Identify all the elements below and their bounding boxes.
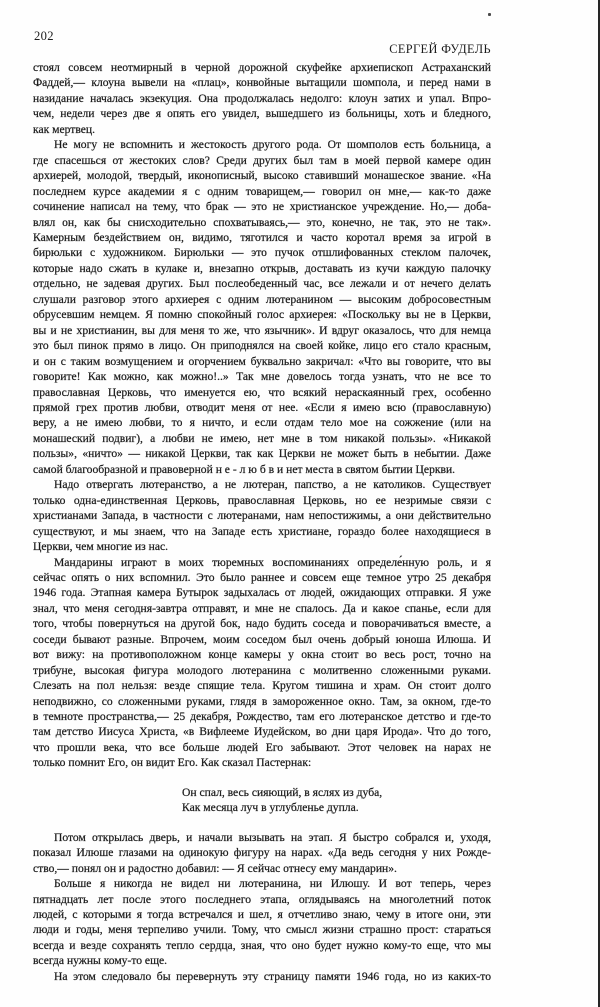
text-line: показал Илюше глазами на одинокую фигуру на нарах. «Да ведь сегодня у них Рожде- <box>33 846 491 860</box>
text-line: сочинение написал на тему, что брак — это не христианское учреждение. Но,— доба- <box>33 200 491 214</box>
scan-speck-artifact <box>488 13 491 16</box>
text-line: 1946 года. Этапная камера Бутырок задыхалась от людей, ожидающих отправки. Я уже <box>33 586 491 600</box>
text-line: которые надо сжать в кулаке и, внезапно открыв, доставать из кучи каждую палочку <box>33 261 491 275</box>
paragraph <box>33 60 491 137</box>
paragraph <box>33 876 491 969</box>
text-line: людей, с которыми я тогда встречался и шел, я отчетливо знаю, чему в итоге они, эти <box>33 908 491 922</box>
text-line: Слезать на пол нельзя: везде спящие тела. Кругом тишина и храм. Он стоит долго <box>33 679 491 693</box>
poem-line: Он спал, весь сияющий, в яслях из дуба, <box>182 785 383 799</box>
poem-block <box>182 785 491 816</box>
text-line: Фаддей,— клоуна вывели на «плац», конвойные вытащили шомпола, и перед нами в <box>33 76 491 90</box>
text-line: бирюльки с художником. Бирюльки — это пучок отшлифованных стеклом палочек, <box>33 246 491 260</box>
text-line: веру, а не имею любви, то я ничто, и если отдам тело мое на сожжение (или на <box>33 416 491 430</box>
text-line: вы и не христианин, вы для меня то же, что язычник». И вдруг оказалось, что для немца <box>33 323 491 337</box>
text-line: вот вижу: на противоположном конце камеры у окна стоит во весь рост, точно на <box>33 648 491 662</box>
page-number: 202 <box>34 29 54 43</box>
text-line: существуют, и мы знаем, что на Западе есть христиане, гораздо более находящиеся в <box>33 524 491 538</box>
poem-line: Как месяца луч в углубленье дупла. <box>182 801 359 815</box>
text-line: христианами Запада, в частности с лютеранами, нам непостижимы, а они действительно <box>33 509 491 523</box>
text-line: стоял совсем неотмирный в черной дорожной скуфейке архиепископ Астраханский <box>33 61 491 74</box>
text-line: самой благообразной и правоверной н е - л ю б в и нет места в святом бытии Церкви. <box>33 462 456 476</box>
text-line: Потом открылась дверь, и начали вызывать на этап. Я быстро собрался и, уходя, <box>54 830 491 844</box>
text-line: пятнадцать лет после этого последнего этапа, оглядываясь на многолетний поток <box>33 892 491 906</box>
text-line: трибуне, высокая фигура молодого лютеранина с молитвенно сложенными руками. <box>33 663 491 677</box>
text-line: пользы», «ничто» — никакой Церкви, так как Церкви не может быть в небытии. Даже <box>33 447 491 461</box>
running-head: СЕРГЕЙ ФУДЕЛЬ <box>389 42 491 56</box>
text-line: влял он, как бы снисходительно спохватываясь,— это, конечно, не так, это не так». <box>33 215 491 229</box>
text-line: Не могу не вспомнить и жестокость другого рода. От шомполов есть больница, а <box>54 138 491 152</box>
text-line: только помнит Его, он видит Его. Как сказал Пастернак: <box>33 756 312 770</box>
text-line: православная Церковь, что именуется ею, что всякий нераскаянный грех, особенно <box>33 385 491 399</box>
text-line: в темноте пространства,— 25 декабря, Рождество, там его лютеранское детство и где-то <box>33 710 491 724</box>
text-line: чем, недели через две я опять его увидел, вышедшего из больницы, хоть и бледного, <box>33 107 491 121</box>
text-line: На этом следовало бы перевернуть эту страницу памяти 1946 года, но из каких-то <box>54 969 491 983</box>
text-line: неподвижно, со сложенными руками, глядя в замороженное окно. Там, за окном, где-то <box>33 694 491 708</box>
text-line: назидание началась экзекуция. Она продолжалась недолго: клоун затих и упал. Впро- <box>33 91 491 105</box>
text-line: только одна-единственная Церковь, православная Церковь, но ее незримые связи с <box>33 493 491 507</box>
paragraph <box>33 830 491 876</box>
paragraph <box>33 969 491 984</box>
text-line: знал, что меня сегодня-завтра отправят, и мне не спалось. Да и какое спанье, если для <box>33 601 491 615</box>
text-line: слушали разговор этого архиерея с одним лютеранином — высоким добросовестным <box>33 292 491 306</box>
text-line: Надо отвергать лютеранство, а не лютеран, папство, а не католиков. Существует <box>54 478 491 492</box>
text-line: сейчас опять о них вспомнил. Это было раннее и совсем еще темное утро 25 декабря <box>33 570 491 584</box>
text-line: Больше я никогда не видел ни лютеранина, ни Илюшу. И вот теперь, через <box>54 877 491 891</box>
text-line: Церкви, чем многие из нас. <box>33 540 169 554</box>
text-line: Мандарины играют в моих тюремных воспоминаниях определе́нную роль, и я <box>54 555 491 569</box>
text-line: архиерей, молодой, твердый, иконописный, высоко ставивший монашеское звание. «На <box>33 169 491 183</box>
text-line: обрусевшим немцем. Я помню спокойный голос архиерея: «Поскольку вы не в Церкви, <box>33 308 491 322</box>
text-line: ство,— понял он и радостно добавил: — Я сейчас отнесу ему мандарин». <box>33 861 397 875</box>
text-line: как мертвец. <box>33 122 95 136</box>
text-line: и он с таким возмущением и огорчением буквально закричал: «Что вы говорите, что вы <box>33 354 491 368</box>
text-line: что прошли века, что все больше людей Его забывают. Этот человек на нарах не <box>33 740 491 754</box>
text-line: последнем курсе академии я с одним товарищем,— говорил он мне,— как-то даже <box>33 184 491 198</box>
paragraph <box>33 477 491 554</box>
text-line: отдельно, не задевая других. Был послеобеденный час, все лежали и от нечего делать <box>33 277 491 291</box>
text-line: где спасешься от жестоких слов? Среди других был там в моей первой камере один <box>33 153 491 167</box>
text-line: всегда и везде сохранять тепло сердца, зная, что оно будет нужно кому-то еще, что мы <box>33 938 491 952</box>
text-line: монашеский подвиг), а любви не имею, нет мне в том никакой пользы». «Никакой <box>33 431 491 445</box>
paragraph <box>33 555 491 771</box>
paragraph <box>33 137 491 477</box>
text-line: всегда нужны кому-то еще. <box>33 954 168 968</box>
text-line: соседи бывают разные. Впрочем, моим соседом был очень добрый юноша Илюша. И <box>33 632 491 646</box>
text-line: люди и годы, меня терпеливо учили. Тому, что смысл жизни страшно прост: стараться <box>33 923 491 937</box>
text-line: Камерным бездействием он, видимо, тяготился и часто коротал время за игрой в <box>33 230 491 244</box>
text-line: того, чтобы повернуться на другой бок, надо будить соседа и поворачиваться вместе, а <box>33 617 491 631</box>
text-line: это был пинок прямо в лицо. Он приподнялся на своей койке, лицо его стало красным, <box>33 339 491 353</box>
text-line: там детство Иисуса Христа, «в Вифлееме Иудейском, во дни царя Ирода». Что до того, <box>33 725 491 739</box>
text-line: прямой грех против любви, отводит меня от нее. «Если я имею всю (православную) <box>33 400 491 414</box>
text-line: говорите! Как можно, как можно!..» Так мне довелось тогда узнать, что не все то <box>33 370 491 384</box>
body-text <box>33 60 491 984</box>
